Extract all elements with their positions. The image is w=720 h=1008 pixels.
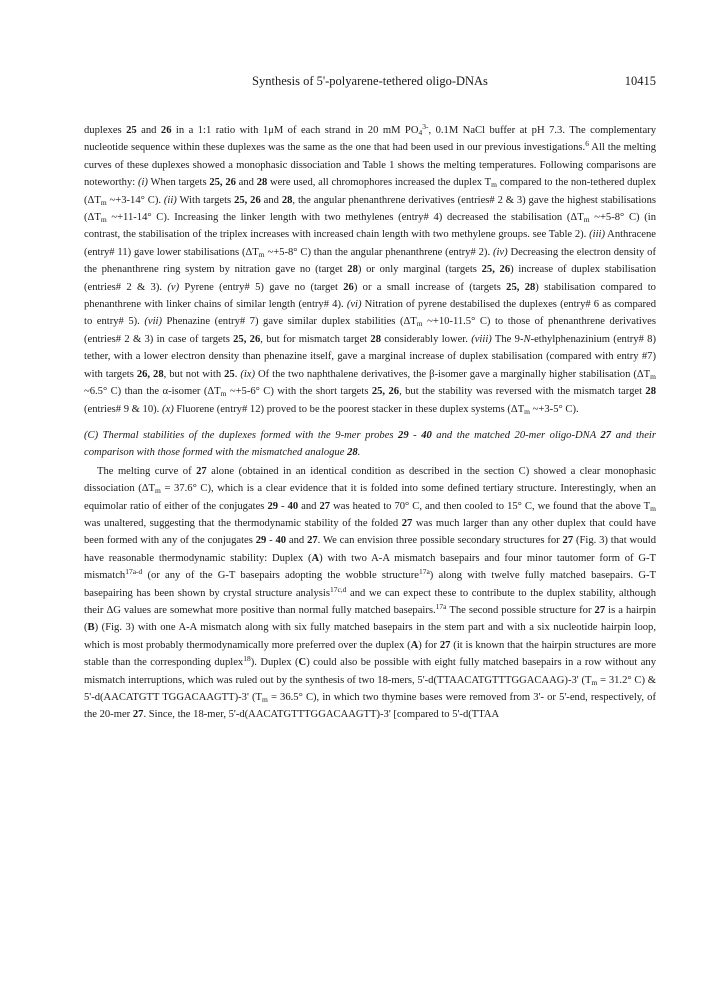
text-run: 27 (439, 639, 451, 651)
text-run: m (416, 319, 423, 329)
text-run: With targets (176, 194, 235, 206)
text-run: 17a (435, 601, 447, 611)
text-run: (viii) (471, 333, 492, 345)
text-run: ~+11-14° C). Increasing the linker length with two methylenes (entry# 4) decreased the stabilisation (ΔT (106, 212, 584, 224)
text-run: 17a (418, 567, 430, 577)
text-run: = 31.2° C) & 5'-d(AACATGTT TGGACAAGTT)-3' (T (84, 674, 657, 703)
text-run: The second possible structure for (446, 604, 595, 616)
text-run: compared to the non-tethered duplex (ΔT (84, 177, 656, 206)
text-run: 40 (287, 500, 299, 512)
text-run: m (261, 695, 268, 704)
text-run: (ii) (163, 194, 177, 206)
text-run: and (235, 177, 257, 189)
text-run: (x) (161, 403, 174, 415)
text-run: , 0.1M NaCl buffer at pH 7.3. The complementary nucleotide sequence within these duplexes was the same as the one that had been used in our previous investigations. (84, 125, 657, 154)
text-run: (ix) (240, 368, 256, 380)
text-run: When targets (147, 177, 210, 189)
text-run: duplexes (84, 125, 127, 136)
text-run: - (278, 500, 288, 512)
text-run: 27 (594, 604, 606, 616)
text-run: 26 (343, 281, 354, 293)
text-run: (iv) (492, 246, 508, 258)
text-run: 28 (370, 333, 381, 345)
text-run: (vii) (144, 316, 162, 328)
text-run: 27 (196, 465, 207, 477)
text-run: 28 (645, 386, 656, 398)
page-header (84, 74, 656, 90)
text-run: was much larger than any other duplex that could have been formed with any of the conjugates (84, 517, 656, 547)
text-run: The melting curve of (97, 465, 197, 477)
text-run: ~+5-8° C) (in contrast, the stabilisation of the triplex increases with increased chain length with two methylene groups. see Table 2). (84, 212, 657, 241)
text-run: (or any of the G-T basepairs adopting the wobble structure (142, 570, 419, 582)
text-run: 25 (224, 368, 235, 380)
text-run: 25, 26 (209, 177, 236, 189)
text-run: (Fig. 3) that would have reasonable thermodynamic stability: Duplex ( (84, 535, 657, 564)
text-run: C (298, 657, 307, 669)
text-run: 29 (267, 500, 279, 512)
text-run: 28 (256, 177, 268, 189)
text-run: ). Duplex ( (250, 657, 299, 669)
text-run: ) (Fig. 3) with one A-A mismatch along with six fully matched basepairs in the stem part and with a six nucleotide hairpin loop, which is most probably thermodynamically more preferred over the duplex ( (84, 622, 656, 651)
text-run: was unaltered, suggesting that the thermodynamic stability of the folded (84, 517, 402, 529)
text-run: 6 (585, 139, 589, 149)
text-run: (vi) (346, 299, 362, 311)
text-run: A (410, 639, 419, 651)
text-run: 27 (562, 535, 574, 547)
text-run: Pyrene (entry# 5) gave no (target (179, 281, 344, 293)
text-run: 25 (126, 125, 137, 136)
text-run: . (357, 447, 361, 459)
text-run: m (650, 371, 656, 381)
text-run: ~+5-8° C) than the angular phenanthrene (entry# 2). (264, 246, 493, 258)
text-run: ~+3-5° C). (530, 403, 579, 415)
text-run: = 36.5° C), in which two thymine bases were removed from 3'- or 5'-end, respectively, of the 20-mer (84, 692, 656, 721)
text-run: m (583, 215, 590, 225)
text-run: (entries# 9 & 10). (84, 403, 162, 415)
text-run: ) increase of duplex stabilisation (entries# 2 & 3). (84, 264, 656, 293)
text-run: 27 (401, 517, 413, 529)
text-run: 28 (281, 194, 293, 206)
text-run: 29 (398, 429, 409, 441)
text-run: = 37.6° C), which is a clear evidence that it is folded into some defined tertiary structure. Interestingly, when an equimolar ratio of either of the conjugates (84, 483, 657, 512)
text-run: 25, 26 (234, 194, 261, 206)
text-run: m (100, 215, 107, 225)
text-run: -ethylphenazinium (entry# 8) tether, with a lower electron density than phenazine itself, gave a marginal increase of duplex stabilisation (compared with entry #7) with targets (84, 333, 657, 380)
text-run: is a hairpin ( (84, 604, 656, 634)
text-run: ) with two A-A mismatch basepairs and four minor tautomer form of G-T mismatch (84, 552, 656, 582)
text-run: . We can envision three possible secondary structures for (317, 535, 563, 547)
text-run: 17a-d (125, 567, 143, 577)
text-run: Of the two naphthalene derivatives, the β-isomer gave a marginally higher stabilisation (ΔT (255, 368, 651, 380)
text-run: m (220, 389, 227, 399)
running-title: Synthesis of 5'-polyarene-tethered oligo-DNAs (252, 74, 488, 88)
text-run: 17c,d (329, 584, 347, 594)
text-run: and we can expect these to contribute to the duplex stability, although their ΔG values are somewhat more positive than normal fully matched basepairs. (84, 587, 656, 616)
text-run: (i) (137, 177, 148, 189)
text-run: 18 (243, 654, 251, 664)
text-run: 26, 28 (136, 368, 164, 380)
text-run: . (234, 368, 241, 380)
text-run: N (523, 333, 531, 345)
text-run: alone (obtained in an identical condition as described in the section C) showed a clear monophasic dissociation (ΔT (84, 465, 657, 495)
text-run: ) or a small increase of (targets (353, 281, 507, 293)
text-run: m (491, 180, 497, 190)
text-run: The 9- (491, 333, 524, 345)
text-run: ) for (418, 639, 440, 651)
text-run: and their comparison with those formed with the mismatched analogue (84, 429, 656, 459)
text-run: was heated to 70° C, and then cooled to 15° C, we found that the above T (330, 500, 651, 512)
text-run: ~+10-11.5° C) to those of phenanthrene derivatives (entries# 2 & 3) in case of targets (84, 316, 656, 345)
text-run: and (260, 194, 282, 206)
text-run: (iii) (589, 229, 605, 241)
text-run: m (258, 249, 265, 259)
text-run: (v) (167, 281, 180, 293)
text-run: considerably lower. (381, 333, 472, 345)
text-run: 4 (418, 128, 423, 137)
text-run: ) or only marginal (targets (357, 264, 482, 276)
text-run: 25, 26 (233, 333, 261, 345)
text-run: Anthracene (entry# 11) gave lower stabilisations (ΔT (84, 229, 656, 258)
text-run: m (524, 406, 531, 416)
text-run: 25, 28 (506, 281, 536, 293)
text-run: 29 (255, 535, 267, 547)
text-run: 27 (307, 535, 318, 547)
text-run: m (591, 677, 598, 687)
text-run: Nitration of pyrene destabilised the duplexes (entry# 6 as compared to entry# 5). (84, 299, 656, 328)
text-run: 28 (347, 447, 358, 459)
text-run: and (286, 535, 308, 547)
text-run: All the melting curves of these duplexes showed a monophasic dissociation and Table 1 shows the melting temperatures. Following comparisons are noteworthy: (84, 142, 656, 189)
text-run: m (155, 486, 161, 496)
text-run: Decreasing the electron density of the phenanthrene ring system by nitration gave no (target (84, 246, 656, 276)
text-run: ~6.5° C) than the α-isomer (ΔT (84, 386, 221, 398)
text-run: , the angular phenanthrene derivatives (entries# 2 & 3) gave the highest stabilisations (ΔT (84, 194, 657, 224)
text-run: ) stabilisation compared to phenanthrene with linker chains of similar length (entry# 4). (84, 281, 656, 311)
text-run: 40 (421, 429, 432, 441)
text-run: 25, 26 (371, 386, 400, 398)
text-run: Fluorene (entry# 12) proved to be the poorest stacker in these duplex systems (ΔT (173, 403, 525, 415)
text-run: 3- (422, 122, 429, 131)
text-run: A (311, 552, 320, 564)
text-run: , but not with (163, 368, 225, 380)
text-run: B (87, 622, 95, 634)
text-run: and the matched 20-mer oligo-DNA (431, 429, 601, 441)
text-run: 27 (319, 500, 331, 512)
article-body (84, 122, 656, 724)
paragraph-melting-curve (84, 463, 656, 724)
section-heading-c (84, 427, 656, 462)
text-run: , but for mismatch target (260, 333, 371, 345)
text-run: m (100, 197, 107, 207)
text-run: 40 (275, 535, 287, 547)
text-run: - (266, 535, 276, 547)
text-run: (it is known that the hairpin structures are more stable than the corresponding duplex (84, 639, 657, 669)
page-number: 10415 (624, 74, 656, 88)
text-run: were used, all chromophores increased the duplex T (267, 177, 492, 189)
text-run: and (136, 125, 161, 136)
text-run: 25, 26 (481, 264, 511, 276)
paragraph-duplex-results (84, 122, 656, 418)
text-run: and (298, 500, 320, 512)
text-run: 28 (347, 264, 358, 276)
text-run: - (408, 429, 422, 441)
text-run: m (650, 503, 656, 513)
text-run: 27 (132, 709, 144, 721)
text-run: in a 1:1 ratio with 1μM of each strand in 20 mM PO (171, 125, 419, 136)
text-run: ~+3-14° C). (106, 194, 164, 206)
text-run: ) could also be possible with eight fully matched basepairs in a row without any mismatch interruptions, which was ruled out by the synthesis of two 18-mers, 5'-d(TTAACATGTTTGGACAAG)-3' (T (84, 657, 656, 686)
text-run: ) along with twelve fully matched basepairs. G-T basepairing has been shown by crystal structure analysis (84, 570, 656, 599)
text-run: (C) Thermal stabilities of the duplexes formed with the 9-mer probes (84, 429, 399, 441)
text-run: 27 (600, 429, 612, 441)
text-run: , but the stability was reversed with the mismatch target (399, 386, 646, 398)
text-run: . Since, the 18-mer, 5'-d(AACATGTTTGGACAAGTT)-3' [compared to 5'-d(TTAA (143, 709, 500, 721)
text-run: ~+5-6° C) with the short targets (226, 386, 372, 398)
text-run: 26 (160, 125, 172, 136)
text-run: Phenazine (entry# 7) gave similar duplex stabilities (ΔT (162, 316, 417, 328)
